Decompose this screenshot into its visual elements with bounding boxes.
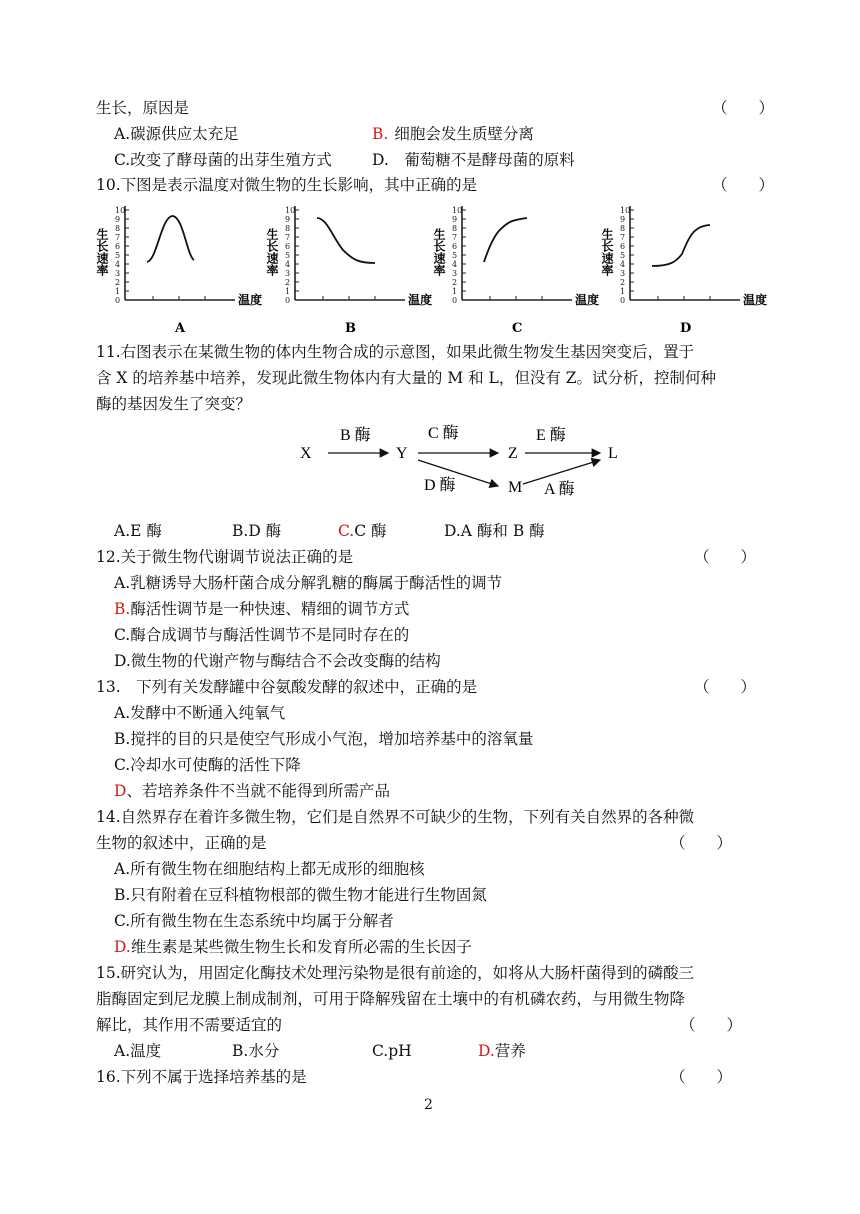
q15-option-c: C.pH xyxy=(372,1042,412,1060)
growth-curve xyxy=(147,216,194,262)
graph-label: B xyxy=(345,321,356,336)
q14-answer-paren: （ ） xyxy=(670,834,733,852)
y-tick-label: 9 xyxy=(115,215,121,224)
y-tick-label: 9 xyxy=(452,215,458,224)
q14-option-d xyxy=(114,937,472,957)
q13-option-c: C.冷却水可使酶的活性下降 xyxy=(114,756,301,774)
growth-curve xyxy=(484,218,527,262)
q9-stem-tail: 生长，原因是 xyxy=(96,99,190,117)
q10-answer-paren: （ ） xyxy=(712,176,775,194)
label-e-enzyme: E 酶 xyxy=(536,427,566,444)
label-d-enzyme: D 酶 xyxy=(424,477,456,494)
q14-line2: 生物的叙述中，正确的是 xyxy=(96,834,267,852)
page-number: 2 xyxy=(424,1097,433,1113)
q16-stem: 16.下列不属于选择培养基的是 xyxy=(96,1068,307,1086)
x-axis-label: 温度 xyxy=(408,293,433,307)
growth-curve xyxy=(317,218,375,263)
y-tick-label: 6 xyxy=(115,242,121,251)
q14-option-c: C.所有微生物在生态系统中均属于分解者 xyxy=(114,912,394,930)
graph-label: D xyxy=(680,321,692,336)
q11-line1: 11.右图表示在某微生物的体内生物合成的示意图，如果此微生物发生基因突变后，置于 xyxy=(96,343,695,361)
graph-C xyxy=(432,198,607,338)
y-tick-label: 0 xyxy=(620,296,626,305)
y-tick-label: 3 xyxy=(452,269,458,278)
q12-option-d: D.微生物的代谢产物与酶结合不会改变酶的结构 xyxy=(114,652,441,670)
q13-option-d xyxy=(114,781,390,801)
q12-answer-paren: （ ） xyxy=(694,548,757,566)
q11-option-a: A.E 酶 xyxy=(114,522,162,540)
y-tick-label: 3 xyxy=(285,269,291,278)
q9-option-c: C.改变了酵母菌的出芽生殖方式 xyxy=(114,151,332,169)
q9-answer-paren: （ ） xyxy=(712,99,775,117)
y-tick-label: 4 xyxy=(620,260,626,269)
graph-label: C xyxy=(512,321,523,336)
node-z: Z xyxy=(508,445,518,462)
y-tick-label: 10 xyxy=(285,206,296,215)
y-tick-label: 5 xyxy=(115,251,121,260)
y-axis-label: 生长速率 xyxy=(600,228,614,276)
y-tick-label: 10 xyxy=(452,206,463,215)
graph-D xyxy=(600,198,775,338)
y-tick-label: 10 xyxy=(620,206,631,215)
q13-stem: 13. 下列有关发酵罐中谷氨酸发酵的叙述中，正确的是 xyxy=(96,678,478,696)
q15-option-d xyxy=(478,1041,526,1061)
q14-option-d-text: 维生素是某些微生物生长和发育所必需的生长因子 xyxy=(130,938,472,956)
q9-option-a: A.碳源供应太充足 xyxy=(114,125,239,143)
q11-option-b: B.D 酶 xyxy=(232,522,282,540)
q15-option-a: A.温度 xyxy=(114,1042,162,1060)
q12-stem: 12.关于微生物代谢调节说法正确的是 xyxy=(96,548,354,566)
q11-line2: 含 X 的培养基中培养，发现此微生物体内有大量的 M 和 L，但没有 Z。试分析，控制何种 xyxy=(96,369,717,387)
q13-option-b: B.搅拌的目的只是使空气形成小气泡，增加培养基中的溶氧量 xyxy=(114,730,534,748)
q10-stem: 10.下图是表示温度对微生物的生长影响，其中正确的是 xyxy=(96,176,478,194)
node-x: X xyxy=(300,445,312,462)
q15-line1: 15.研究认为，用固定化酶技术处理污染物是很有前途的，如将从大肠杆菌得到的磷酸三 xyxy=(96,964,695,982)
y-tick-label: 4 xyxy=(285,260,291,269)
label-b-enzyme: B 酶 xyxy=(340,427,371,444)
q12-option-b-letter: B. xyxy=(114,600,131,618)
y-tick-label: 0 xyxy=(452,296,458,305)
y-axis-label: 生长速率 xyxy=(265,228,279,276)
q15-answer-paren: （ ） xyxy=(680,1016,743,1034)
y-tick-label: 2 xyxy=(115,278,121,287)
y-tick-label: 0 xyxy=(285,296,291,305)
x-axis-label: 温度 xyxy=(575,293,600,307)
q11-option-d: D.A 酶和 B 酶 xyxy=(444,522,545,540)
q14-line1: 14.自然界存在着许多微生物，它们是自然界不可缺少的生物，下列有关自然界的各种微 xyxy=(96,808,695,826)
node-y: Y xyxy=(396,445,408,462)
y-tick-label: 7 xyxy=(115,233,121,242)
q13-option-a: A.发酵中不断通入纯氧气 xyxy=(114,704,286,722)
q13-option-d-text: 、若培养条件不当就不能得到所需产品 xyxy=(126,782,390,800)
q9-option-b xyxy=(372,124,534,144)
y-tick-label: 8 xyxy=(115,224,121,233)
y-tick-label: 6 xyxy=(452,242,458,251)
y-tick-label: 2 xyxy=(452,278,458,287)
q15-line2: 脂酶固定到尼龙膜上制成制剂，可用于降解残留在土壤中的有机磷农药，与用微生物降 xyxy=(96,990,686,1008)
y-axis-label: 生长速率 xyxy=(432,228,446,276)
q9-option-b-text: 细胞会发生质壁分离 xyxy=(394,125,534,143)
q13-option-d-letter: D xyxy=(114,782,127,800)
graph-A xyxy=(95,198,270,338)
q12-option-a: A.乳糖诱导大肠杆菌合成分解乳糖的酶属于酶活性的调节 xyxy=(114,574,503,592)
y-tick-label: 9 xyxy=(285,215,291,224)
q16-answer-paren: （ ） xyxy=(670,1068,733,1086)
y-tick-label: 5 xyxy=(620,251,626,260)
q15-option-d-text: 营养 xyxy=(494,1042,526,1060)
y-tick-label: 5 xyxy=(452,251,458,260)
y-tick-label: 6 xyxy=(285,242,291,251)
y-tick-label: 7 xyxy=(620,233,626,242)
y-tick-label: 9 xyxy=(620,215,626,224)
y-tick-label: 6 xyxy=(620,242,626,251)
y-tick-label: 7 xyxy=(452,233,458,242)
growth-curve xyxy=(652,225,710,266)
q9-option-d: D. 葡萄糖不是酵母菌的原料 xyxy=(372,151,575,169)
y-tick-label: 2 xyxy=(620,278,626,287)
y-tick-label: 1 xyxy=(452,287,458,296)
label-c-enzyme: C 酶 xyxy=(428,425,459,442)
y-tick-label: 4 xyxy=(452,260,458,269)
y-tick-label: 10 xyxy=(115,206,126,215)
q14-option-b: B.只有附着在豆科植物根部的微生物才能进行生物固氮 xyxy=(114,886,487,904)
q15-line3: 解比，其作用不需要适宜的 xyxy=(96,1016,283,1034)
q11-option-c-text: C 酶 xyxy=(354,522,387,540)
y-tick-label: 3 xyxy=(620,269,626,278)
q15-option-b: B.水分 xyxy=(232,1042,280,1060)
y-tick-label: 2 xyxy=(285,278,291,287)
q11-option-c-letter: C. xyxy=(338,522,355,540)
y-tick-label: 1 xyxy=(285,287,291,296)
y-tick-label: 1 xyxy=(620,287,626,296)
q14-option-a: A.所有微生物在细胞结构上都无成形的细胞核 xyxy=(114,860,425,878)
label-a-enzyme: A 酶 xyxy=(544,481,575,498)
y-tick-label: 8 xyxy=(452,224,458,233)
y-tick-label: 3 xyxy=(115,269,121,278)
graph-B xyxy=(265,198,440,338)
y-tick-label: 1 xyxy=(115,287,121,296)
q11-line3: 酶的基因发生了突变？ xyxy=(96,395,252,413)
q15-option-d-letter: D. xyxy=(478,1042,495,1060)
node-m: M xyxy=(508,479,523,496)
y-axis-label: 生长速率 xyxy=(95,228,109,276)
node-l: L xyxy=(608,445,618,462)
q12-option-b-text: 酶活性调节是一种快速、精细的调节方式 xyxy=(130,600,410,618)
q13-answer-paren: （ ） xyxy=(694,678,757,696)
y-tick-label: 5 xyxy=(285,251,291,260)
q14-option-d-letter: D. xyxy=(114,938,131,956)
y-tick-label: 4 xyxy=(115,260,121,269)
x-axis-label: 温度 xyxy=(743,293,768,307)
y-tick-label: 8 xyxy=(620,224,626,233)
graph-label: A xyxy=(175,321,186,336)
y-tick-label: 8 xyxy=(285,224,291,233)
q11-option-c xyxy=(338,521,387,541)
y-tick-label: 7 xyxy=(285,233,291,242)
q12-option-b xyxy=(114,599,409,619)
q9-option-b-letter: B. xyxy=(372,125,389,143)
y-tick-label: 0 xyxy=(115,296,121,305)
q12-option-c: C.酶合成调节与酶活性调节不是同时存在的 xyxy=(114,626,410,644)
x-axis-label: 温度 xyxy=(238,293,263,307)
pathway-diagram xyxy=(290,418,630,508)
